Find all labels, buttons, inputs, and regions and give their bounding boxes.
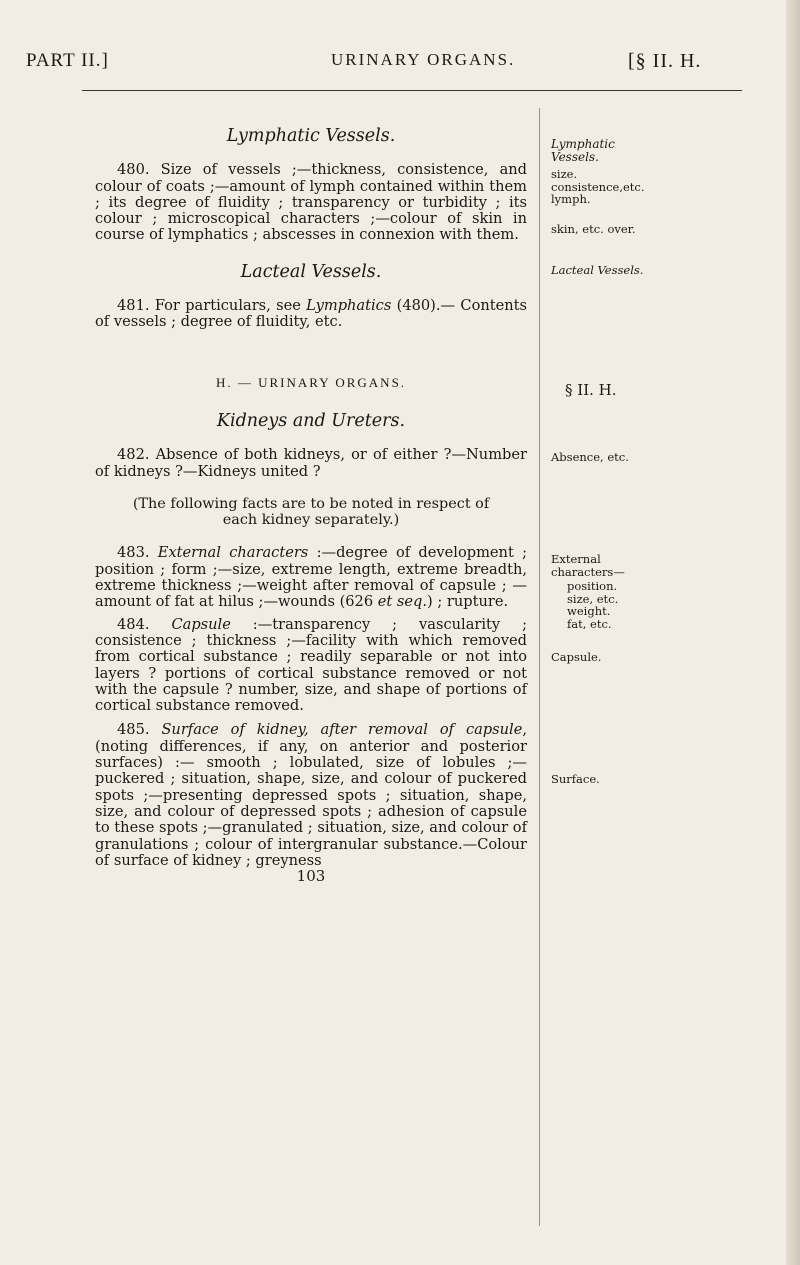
margin-note-surface: Surface.	[551, 772, 600, 786]
header-rule	[82, 90, 742, 91]
page-edge	[786, 0, 800, 1265]
paragraph-number: 482.	[117, 446, 150, 464]
paragraph-text: (480).— Contents of vessels ; degree of fluidity, etc.	[95, 297, 528, 331]
margin-note-lymphatic-items: size. consistence,etc. lymph.	[551, 167, 645, 206]
margin-note-external-items: position. size, etc. weight. fat, etc.	[567, 579, 619, 631]
kidneys-heading: Kidneys and Ureters.	[216, 410, 406, 431]
paragraph-lead: External characters	[157, 544, 309, 562]
paragraph-480	[95, 162, 527, 243]
running-head-section: [§ II. H.	[628, 50, 702, 72]
paragraph-number: 485.	[117, 721, 150, 739]
running-head-title: URINARY ORGANS.	[331, 50, 516, 69]
paragraph-text: Size of vessels ;—thickness, consistence, and colour of coats ;—amount of lymph contained within them ; its degree of fluidity ; transparency or turbidity ; its colour ; microscopical characters ;—colour of skin in course of lymphatics ; abscesses in connexion with them.	[95, 161, 528, 244]
paragraph-484	[95, 617, 527, 715]
column-rule	[539, 108, 540, 1226]
paragraph-text: :—transparency ; vascularity ; consistence ; thickness ;—facility with which removed from cortical substance ; readily separable or not into layers ? portions of cortical substance removed or not with the capsule ? number, size, and shape of portions of cortical substance removed.	[95, 615, 528, 715]
paragraph-482	[95, 447, 527, 480]
margin-note-capsule: Capsule.	[551, 650, 602, 664]
paragraph-lead: Surface of kidney, after removal of capsule	[161, 721, 523, 739]
paragraph-text: :—degree of development ; position ; form ;—size, extreme length, extreme breadth, extreme thickness ;—weight after removal of capsule ; —amount of fat at hilus ;—wounds (626	[95, 544, 528, 611]
et-seq: et seq.	[377, 593, 428, 611]
paragraph-text: ) ; rupture.	[427, 593, 509, 611]
editorial-note: (The following facts are to be noted in respect of each kidney separately.)	[132, 495, 490, 529]
lymphatic-heading: Lymphatic Vessels.	[226, 126, 396, 146]
cross-reference: Lymphatics	[306, 297, 392, 315]
margin-note-lacteal: Lacteal Vessels.	[551, 263, 644, 277]
margin-note-section: § II. H.	[565, 381, 617, 399]
paragraph-lead: Capsule	[171, 615, 231, 633]
paragraph-text: , (noting differences, if any, on anterior and posterior surfaces) :— smooth ; lobulated, size of lobules ;— puckered ; situation, shape, size, and colour of puckered spots ;—presenting depressed spots ; situation, shape, size, and colour of depressed spots ; adhesion of capsule to these spots ;—granulated ; situation, size, and colour of granulations ; colour of intergranular substance.—Colour of surface of kidney ; greyness	[95, 721, 527, 869]
margin-note-skin: skin, etc. over.	[551, 222, 636, 236]
main-text-column	[95, 128, 527, 884]
paragraph-number: 481.	[117, 297, 150, 315]
lacteal-heading: Lacteal Vessels.	[240, 261, 382, 282]
paragraph-485	[95, 722, 527, 869]
paragraph-text: For particulars, see	[154, 297, 307, 315]
paragraph-number: 480.	[117, 161, 150, 179]
margin-note-external: External characters—	[551, 552, 625, 579]
paragraph-number: 483.	[117, 544, 150, 562]
margin-note-absence: Absence, etc.	[551, 450, 629, 464]
section-title: H. — URINARY ORGANS.	[215, 374, 407, 390]
running-head	[26, 50, 732, 82]
paragraph-481	[95, 298, 527, 331]
running-head-part: PART II.]	[26, 50, 109, 71]
paragraph-text: Absence of both kidneys, or of either ?—Number of kidneys ?—Kidneys united ?	[95, 446, 527, 480]
paragraph-number: 484.	[117, 615, 150, 633]
margin-note-lymphatic: Lymphatic Vessels.	[551, 137, 615, 164]
page-number: 103	[296, 867, 326, 886]
paragraph-483	[95, 545, 527, 610]
